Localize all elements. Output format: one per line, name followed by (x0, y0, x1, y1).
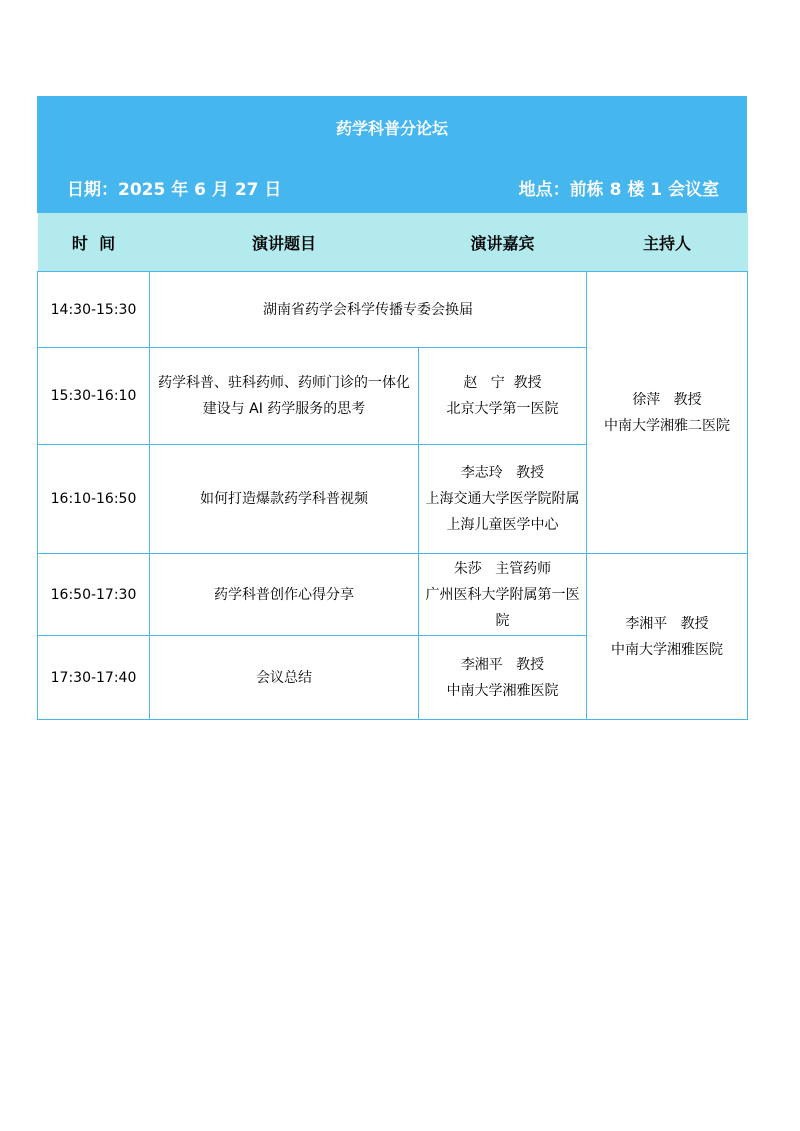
forum-location: 地点：前栋 8 楼 1 会议室 (518, 180, 719, 200)
speaker-name: 李湘平 教授 (460, 656, 545, 673)
time-cell: 16:10-16:50 (38, 445, 150, 554)
table-row (38, 554, 748, 636)
forum-banner (37, 96, 747, 213)
speaker-cell (419, 445, 587, 554)
host-name: 李湘平 教授 (625, 615, 709, 632)
topic-cell: 会议总结 (150, 636, 419, 720)
forum-schedule (37, 96, 747, 720)
forum-title: 药学科普分论坛 (335, 119, 448, 138)
speaker-name: 赵 宁 教授 (463, 375, 542, 391)
host-cell (587, 272, 748, 554)
schedule-table (37, 213, 748, 720)
speaker-name: 朱莎 主管药师 (453, 560, 552, 577)
column-header-time: 时 间 (38, 213, 150, 272)
column-header-topic: 演讲题目 (150, 213, 419, 272)
speaker-org: 中南大学湘雅医院 (446, 682, 559, 699)
speaker-cell (419, 554, 587, 636)
table-row (38, 272, 748, 348)
time-cell: 14:30-15:30 (38, 272, 150, 348)
column-header-speaker: 演讲嘉宾 (419, 213, 587, 272)
time-cell: 17:30-17:40 (38, 636, 150, 720)
speaker-org: 上海交通大学医学院附属上海儿童医学中心 (425, 491, 580, 533)
topic-cell: 湖南省药学会科学传播专委会换届 (150, 272, 587, 348)
topic-cell: 药学科普、驻科药师、药师门诊的一体化建设与 AI 药学服务的思考 (150, 348, 419, 445)
topic-cell: 如何打造爆款药学科普视频 (150, 445, 419, 554)
host-org: 中南大学湘雅医院 (611, 641, 723, 658)
speaker-org: 北京大学第一医院 (446, 401, 559, 417)
host-cell (587, 554, 748, 720)
host-org: 中南大学湘雅二医院 (604, 417, 730, 434)
topic-cell: 药学科普创作心得分享 (150, 554, 419, 636)
table-header-row (38, 213, 748, 272)
speaker-cell (419, 636, 587, 720)
speaker-org: 广州医科大学附属第一医院 (425, 586, 580, 629)
speaker-name: 李志玲 教授 (460, 465, 545, 481)
time-cell: 16:50-17:30 (38, 554, 150, 636)
host-name: 徐萍 教授 (632, 391, 702, 408)
time-cell: 15:30-16:10 (38, 348, 150, 445)
speaker-cell (419, 348, 587, 445)
forum-date: 日期：2025 年 6 月 27 日 (67, 180, 282, 200)
column-header-host: 主持人 (587, 213, 748, 272)
